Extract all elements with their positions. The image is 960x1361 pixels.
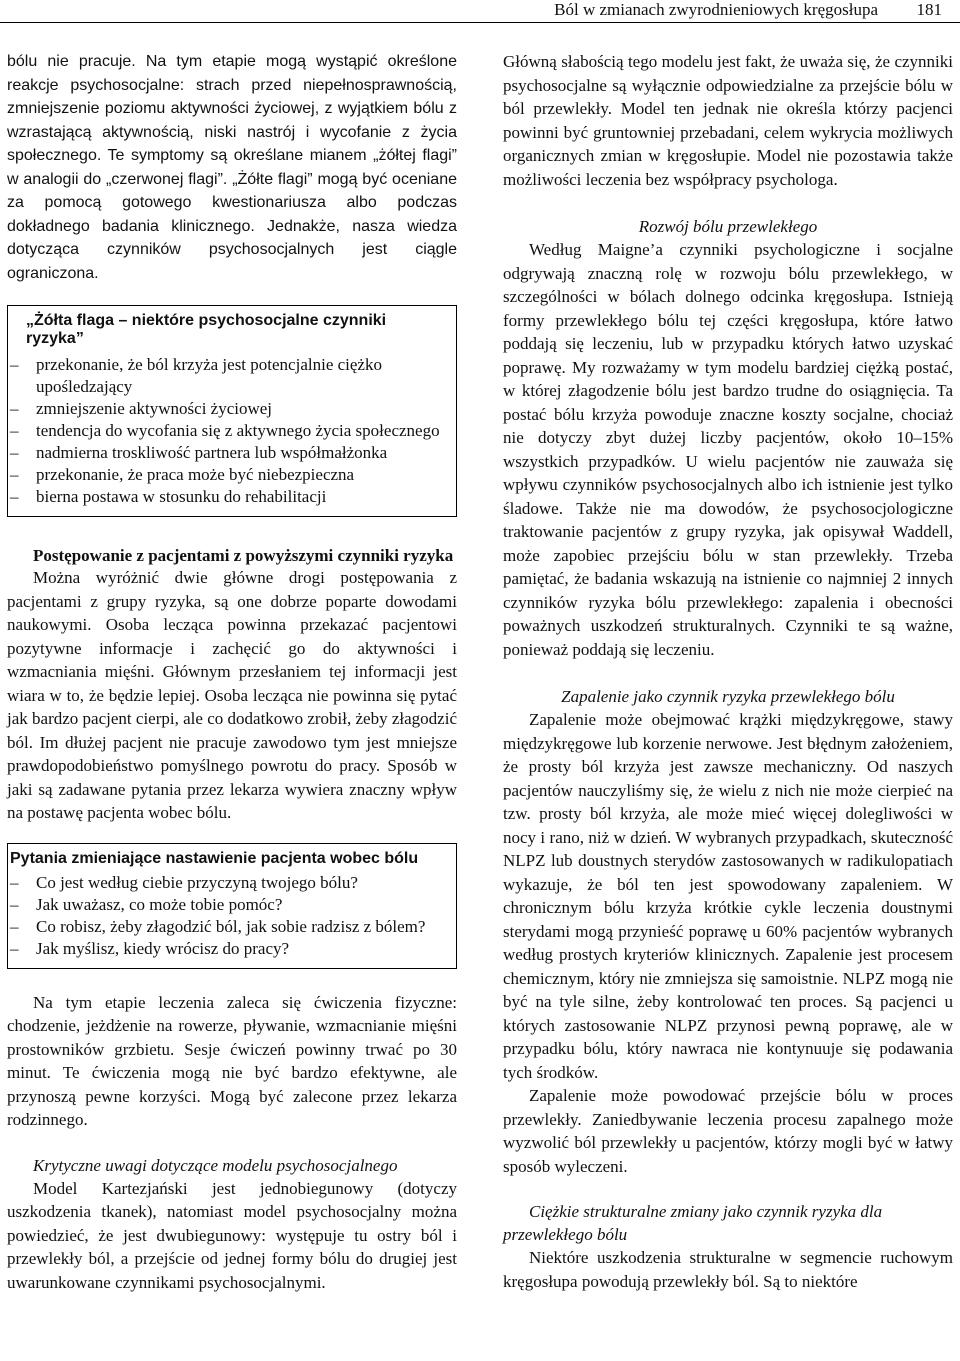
section-heading-management: Postępowanie z pacjentami z powyższymi czynniki ryzyka	[33, 546, 454, 565]
section-paragraph: Zapalenie może obejmować krążki międzykręgowe, stawy międzykręgowe lub korzenie nerwowe. Jest błędnym założeniem, że prosty ból krzyża jest zawsze mechaniczny. Od naszych pacjentów nauczyliśmy się, że wielu z nich nie może cierpieć na tzw. prosty ból krzyża, ale może mieć więcej dolegliwości w nocy i rano, niż w dzień. W wybranych przypadkach, skuteczność NLPZ lub doustnych sterydów zastosowanych w radikulopatiach wykazuje, że ból ten jest spowodowany zapaleniem. W chronicznym bólu krzyża krótkie cykle leczenia doustnymi sterydami mogą przynieść poprawę u 60% pacjentów wybranych według prostych kryteriów klinicznych. Zapalenie jest procesem chemicznym, który nie zmniejsza się samoistnie. NLPZ mogą nie być na tyle silne, żeby kontrolować ten proces. Są pacjenci u których zastosowanie NLPZ przynosi pewną poprawę, ale w przypadku bólu, który nawraca nie kontynuuje się podawania tych środków.	[503, 710, 953, 1082]
section-heading-inflammation: Zapalenie jako czynnik ryzyka przewlekłego bólu	[561, 687, 895, 706]
list-item: – Co robisz, żeby złagodzić ból, jak sobie radzisz z bólem?	[8, 916, 448, 938]
section-heading-critique: Krytyczne uwagi dotyczące modelu psychosocjalnego	[33, 1155, 398, 1175]
list-item: – bierna postawa w stosunku do rehabilitacji	[8, 486, 448, 508]
yellow-flag-title: „Żółta flaga – niektóre psychosocjalne czynniki ryzyka”	[26, 312, 387, 347]
exercise-paragraph: Na tym etapie leczenia zaleca się ćwiczenia fizyczne: chodzenie, jeżdżenie na rowerze, pływanie, wzmacnianie mięśni prostowników grzbietu. Sesje ćwiczeń powinny trwać po 30 minut. Te ćwiczenia mogą nie być bardzo efektywne, ale przynoszą pewne korzyści. Mogą być zalecone przez lekarza rodzinnego.	[7, 992, 457, 1129]
questions-box	[7, 843, 457, 969]
section-heading-chronic-pain: Rozwój bólu przewlekłego	[638, 217, 818, 236]
running-title: Ból w zmianach zwyrodnieniowych kręgosłupa	[554, 0, 878, 19]
section-paragraph: Można wyróżnić dwie główne drogi postępowania z pacjentami z grupy ryzyka, są one dobrze poparte dowodami naukowymi. Osoba lecząca powinna przekazać pacjentowi pozytywne informacje i zachęcić go do aktywności i wzmacniania mięśni. Głównym przesłaniem tej informacji jest wiara w to, że będzie lepiej. Osoba lecząca nie powinna się pytać jak bardzo pacjent cierpi, ale co dodatkowo zrobił, żeby złagodzić ból. Im dłużej pacjent nie pracuje zawodowo tym jest mniejsze prawdopodobieństwo pomyślnego powrotu do pracy. Sposób w jaki są zadawane pytania przez lekarza wywiera znaczny wpływ na postawę pacjenta wobec bólu.	[7, 568, 457, 822]
page-number: 181	[916, 0, 942, 19]
yellow-flag-box	[7, 305, 457, 517]
left-column	[7, 50, 457, 1294]
questions-title: Pytania zmieniające nastawienie pacjenta wobec bólu	[10, 849, 419, 867]
section-paragraph: Model Kartezjański jest jednobiegunowy (dotyczy uszkodzenia tkanek), natomiast model psychosocjalny można powiedzieć, że jest dwubiegunowy: występuje tu ostry ból i przewlekły ból, a przejście od jednej formy bólu do drugiej jest uwarunkowane czynnikami psychosocjalnymi.	[7, 1178, 457, 1292]
running-header	[0, 0, 960, 23]
left-intro-paragraph: bólu nie pracuje. Na tym etapie mogą wystąpić określone reakcje psychosocjalne: strach przed niepełnosprawnością, zmniejszenie poziomu aktywności życiowej, z wyjątkiem bólu z wzrastającą aktywnością, niski nastrój i wycofanie z życia społecznego. Te symptomy są określane mianem „żółtej flagi” w analogii do „czerwonej flagi”. „Żółte flagi” mogą być oceniane za pomocą gotowego kwestionariusza albo podczas dokładnego badania klinicznego. Jednakże, nasza wiedza dotycząca czynników psychosocjalnych jest ciągle ograniczona.	[7, 53, 457, 282]
right-column	[503, 50, 953, 1293]
section-heading-structural: Ciężkie strukturalne zmiany jako czynnik ryzyka dla przewlekłego bólu	[503, 1202, 883, 1244]
list-item: – Jak uważasz, co może tobie pomóc?	[8, 894, 448, 916]
section-paragraph: Według Maigne’a czynniki psychologiczne i socjalne odgrywają znaczną rolę w rozwoju bólu przewlekłego, w szczególności w bólach dolnego odcinka kręgosłupa. Istnieją formy przewlekłego bólu tej części kręgosłupa, które łatwo poddają się leczeniu, lub w przypadku których łatwo uzyskać poprawę. My rozważamy w tym modelu bardziej ciężką postać, w której złagodzenie bólu jest bardzo trudne do osiągnięcia. Ta postać bólu krzyża powoduje znaczne koszty socjalne, chociaż nie dotyczy zbyt dużej liczby pacjentów, około 10–15% wszystkich przypadków. U wielu pacjentów nie zauważa się wpływu czynników psychosocjalnych albo ich istnienie jest tylko śladowe. Także nie ma dowodów, że psychosocjologiczne traktowanie pacjentów z grupy ryzyka, jak opisywał Waddell, może zapobiec przejściu bólu w stan przewlekły. Trzeba pamiętać, że badania wskazują na istnienie co najmniej 2 innych czynników ryzyka bólu przewlekłego: zapalenia i obecności poważnych uszkodzeń strukturalnych. Czynniki te są ważne, ponieważ poddają się leczeniu.	[503, 240, 953, 659]
list-item: – Co jest według ciebie przyczyną twojego bólu?	[8, 872, 448, 894]
section-paragraph: Niektóre uszkodzenia strukturalne w segmencie ruchowym kręgosłupa powodują przewlekły ból. Są to niektóre	[503, 1248, 953, 1291]
right-intro-paragraph: Główną słabością tego modelu jest fakt, że uważa się, że czynniki psychosocjalne są wyłącznie odpowiedzialne za przejście bólu w ból przewlekły. Model ten jednak nie określa którzy pacjenci powinni być gruntowniej przebadani, celem wykrycia możliwych organicznych zmian w kręgosłupie. Model nie pozostawia także możliwości leczenia bez współpracy psychologa.	[503, 52, 953, 189]
list-item: – tendencja do wycofania się z aktywnego życia społecznego	[8, 420, 448, 442]
section-paragraph: Zapalenie może powodować przejście bólu w proces przewlekły. Zaniedbywanie leczenia procesu zapalnego może wyzwolić ból przewlekły u pacjentów, którzy mogli być w łatwy sposób wyleczeni.	[503, 1086, 953, 1176]
list-item: – przekonanie, że praca może być niebezpieczna	[8, 464, 448, 486]
list-item: – Jak myślisz, kiedy wrócisz do pracy?	[8, 938, 448, 960]
list-item: – zmniejszenie aktywności życiowej	[8, 398, 448, 420]
list-item: – nadmierna troskliwość partnera lub współmałżonka	[8, 442, 448, 464]
list-item: – przekonanie, że ból krzyża jest potencjalnie ciężko upośledzający	[8, 354, 448, 398]
